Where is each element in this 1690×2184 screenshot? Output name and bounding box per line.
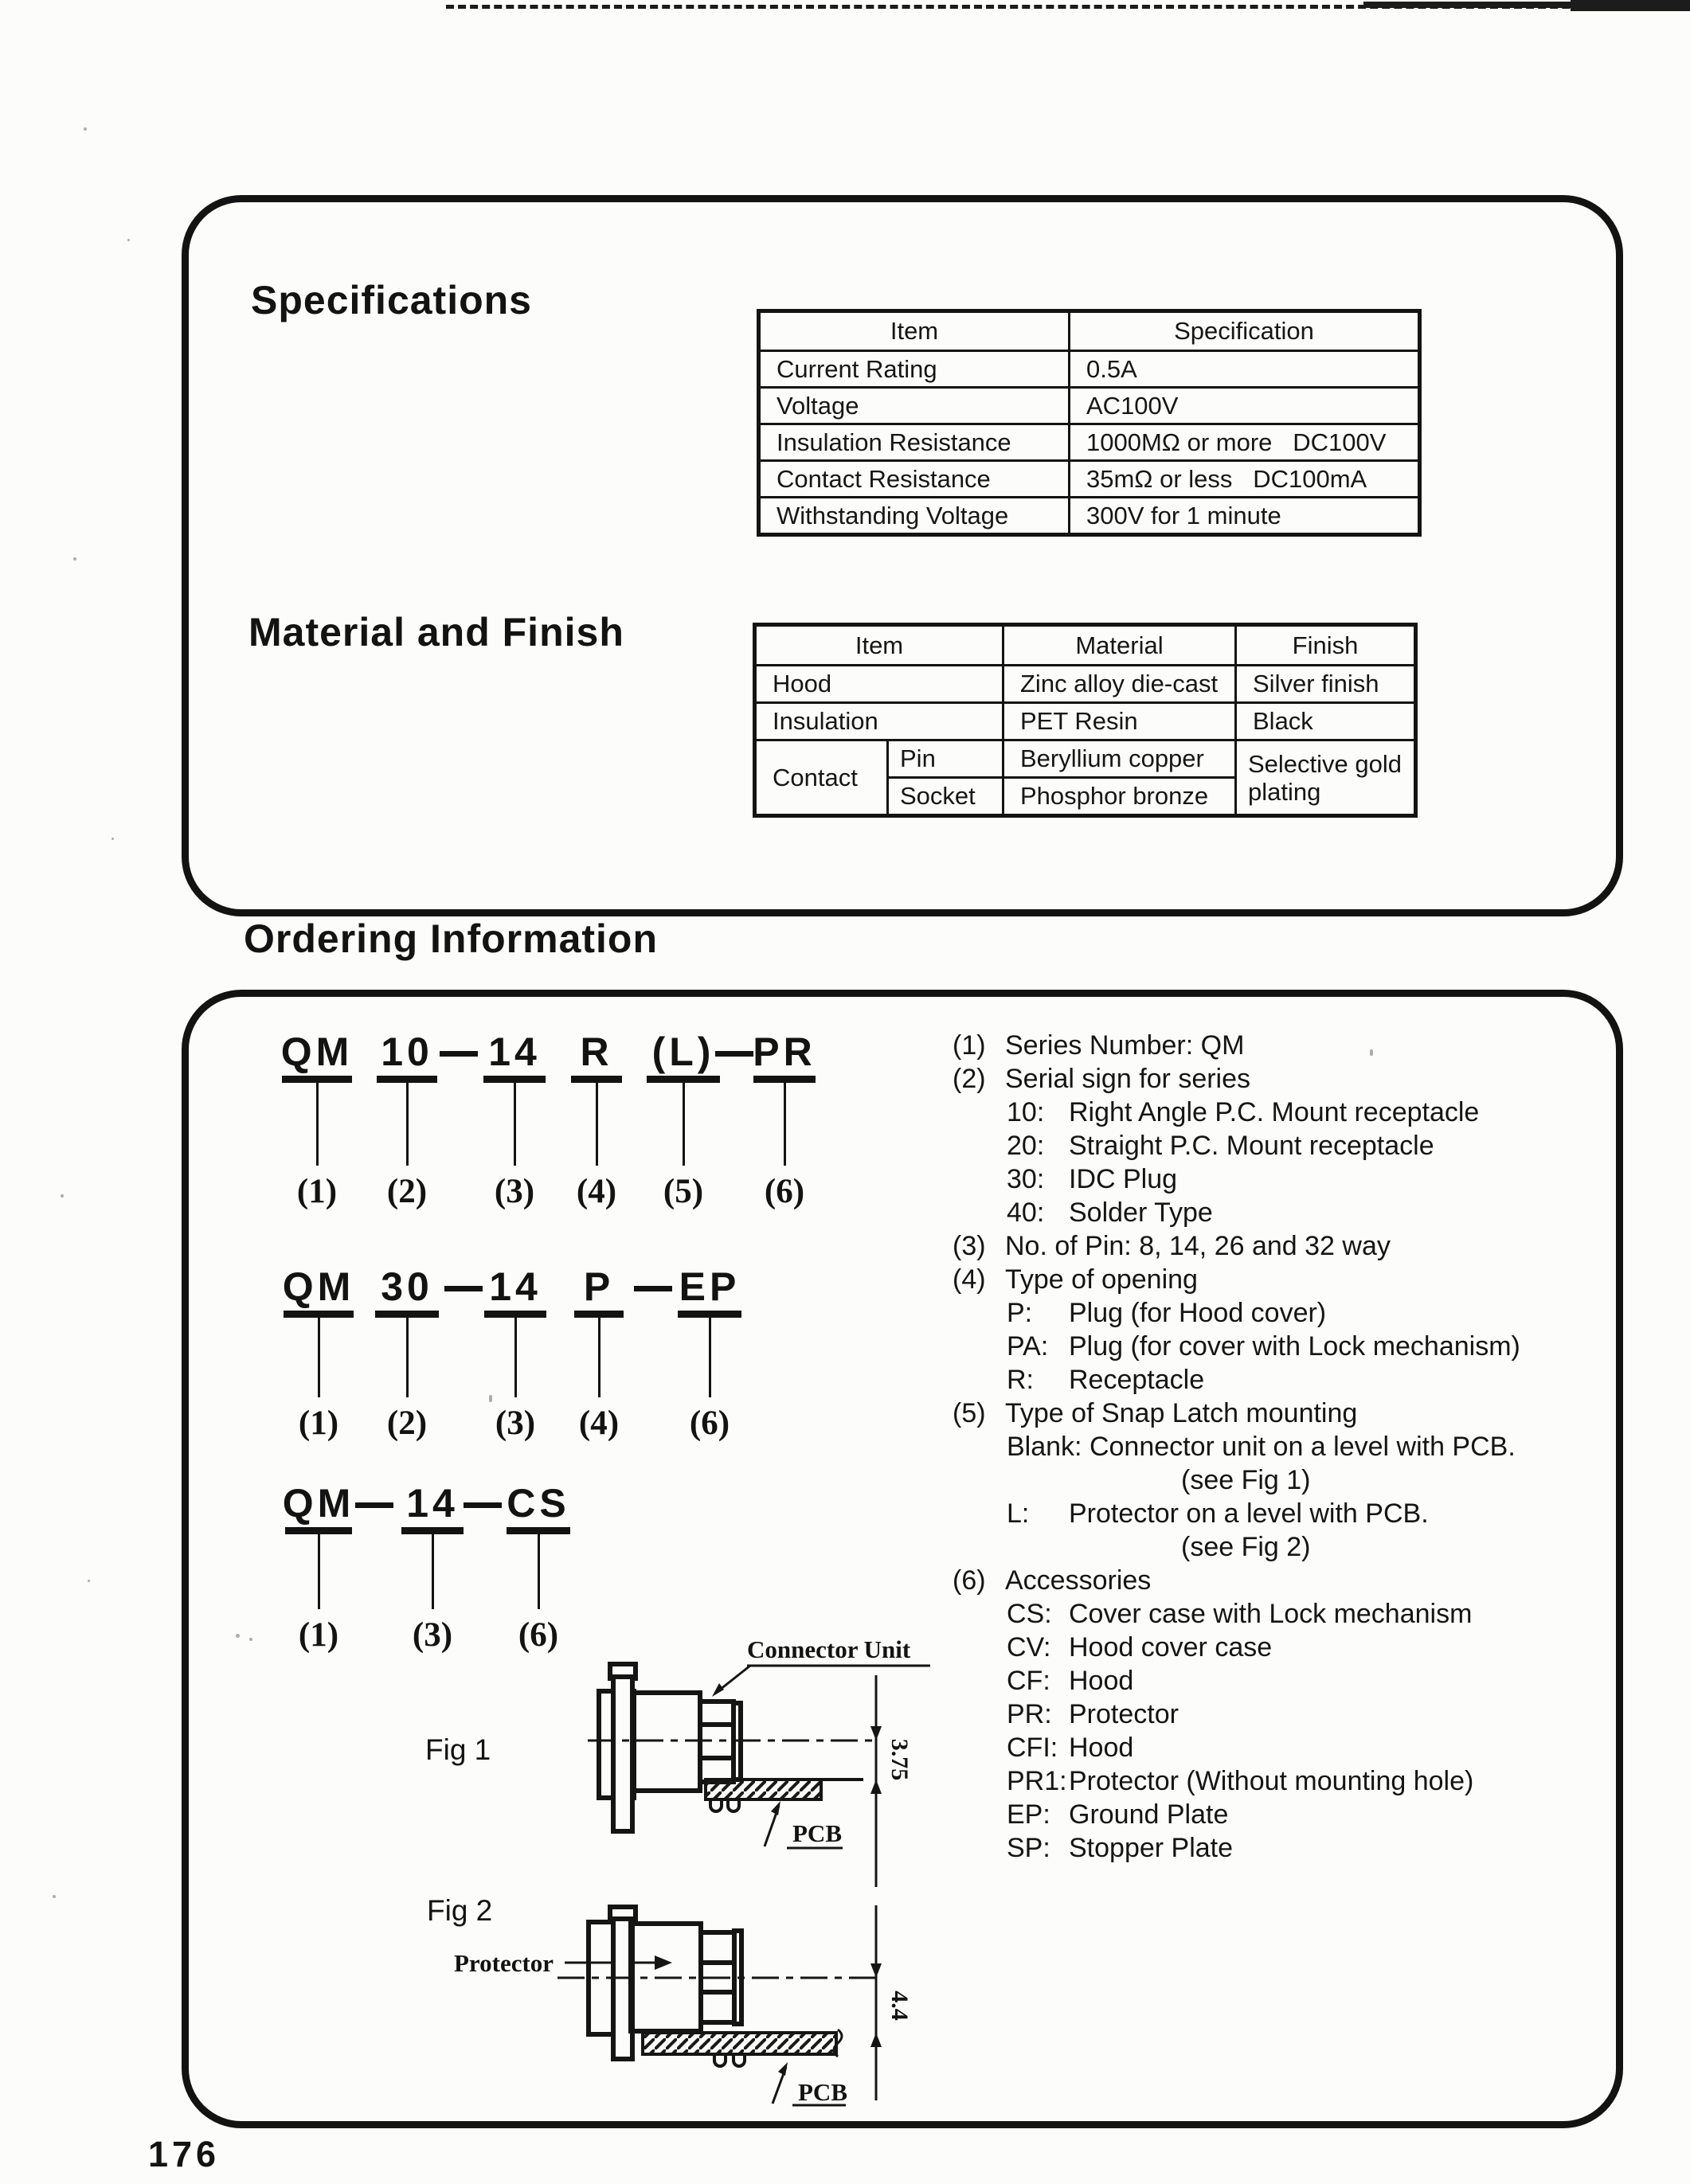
note-index: (4)	[953, 1264, 986, 1295]
note-text: Ground Plate	[1069, 1799, 1229, 1830]
spec-value: 35mΩ or less DC100mA	[1070, 461, 1420, 498]
scan-speck	[111, 838, 114, 840]
spec-item: Current Rating	[759, 351, 1070, 388]
note-code: CS:	[1007, 1599, 1052, 1629]
mf-item-contact: Contact	[755, 740, 888, 816]
protector-label: Protector	[454, 1949, 554, 1977]
part-index: (1)	[298, 1405, 339, 1442]
pcb-callout	[765, 1801, 843, 1848]
pcb-label: PCB	[798, 2078, 847, 2106]
scan-speck	[53, 1895, 56, 1898]
part-index: (4)	[576, 1173, 617, 1210]
part-drop-line	[683, 1083, 685, 1166]
note-text: Hood	[1069, 1666, 1134, 1696]
scan-speck	[61, 1194, 64, 1197]
mf-material: Phosphor bronze	[1003, 778, 1236, 816]
part-drop-line	[406, 1318, 409, 1397]
part-index: (3)	[495, 1405, 536, 1442]
part-code: EP	[679, 1264, 741, 1309]
note-index: (1)	[953, 1030, 986, 1061]
note-text: Protector on a level with PCB.	[1069, 1498, 1429, 1529]
part-underline	[401, 1527, 464, 1534]
note-text: Type of Snap Latch mounting	[1005, 1398, 1358, 1428]
col-header-item: Item	[759, 311, 1070, 351]
mf-material: PET Resin	[1003, 703, 1236, 740]
part-index: (1)	[298, 1616, 339, 1654]
note-text: Accessories	[1005, 1565, 1152, 1596]
note-line	[953, 1263, 1614, 1296]
note-text: Plug (for Hood cover)	[1069, 1298, 1327, 1328]
part-code: 14	[488, 1029, 541, 1074]
note-line	[953, 1530, 1614, 1564]
note-line	[953, 1196, 1614, 1229]
connector-pins	[710, 1799, 739, 1811]
note-line	[953, 1731, 1614, 1764]
fig1-dimension: 3.75	[886, 1738, 913, 1781]
note-text: No. of Pin: 8, 14, 26 and 32 way	[1005, 1231, 1391, 1261]
part-index: (3)	[412, 1616, 453, 1654]
mf-material: Beryllium copper	[1003, 740, 1236, 778]
part-drop-line	[318, 1534, 320, 1609]
part-drop-line	[406, 1083, 409, 1166]
part-index: (2)	[386, 1173, 428, 1210]
note-line	[953, 1597, 1614, 1631]
note-text: Cover case with Lock mechanism	[1069, 1599, 1473, 1629]
part-code: P	[583, 1264, 615, 1309]
scan-speck	[84, 127, 87, 131]
part-code: PR	[753, 1029, 816, 1074]
note-index: (2)	[953, 1064, 986, 1094]
note-line	[953, 1631, 1614, 1664]
part-code: R	[580, 1029, 613, 1074]
dimension-4-4	[870, 1905, 913, 2100]
table-row	[759, 388, 1420, 424]
note-text: (see Fig 1)	[1181, 1465, 1311, 1495]
dimension-3-75	[870, 1675, 913, 1887]
part-code: QM	[282, 1264, 355, 1309]
part-index: (3)	[494, 1173, 535, 1210]
spec-item: Withstanding Voltage	[759, 498, 1070, 535]
table-row	[755, 703, 1416, 740]
note-text: Series Number: QM	[1005, 1030, 1245, 1061]
note-text: Solder Type	[1069, 1197, 1213, 1228]
scan-top-solid-line-2	[1363, 2, 1571, 8]
pcb-hatched-bar	[706, 1780, 821, 1799]
note-text: Hood cover case	[1069, 1632, 1273, 1662]
mf-finish: Silver finish	[1236, 666, 1416, 703]
pcb-callout	[773, 2062, 847, 2106]
note-line	[953, 1397, 1614, 1430]
spec-value: AC100V	[1070, 388, 1420, 424]
connector-unit-callout	[712, 1635, 930, 1697]
note-line	[953, 1129, 1614, 1162]
mf-finish: Black	[1236, 703, 1416, 740]
part-drop-line	[538, 1534, 540, 1609]
note-line	[953, 1029, 1614, 1062]
connector-pins	[714, 2054, 745, 2066]
table-row	[759, 424, 1420, 461]
note-text: Type of opening	[1005, 1264, 1198, 1295]
table-header-row	[759, 311, 1420, 351]
note-line	[953, 1463, 1614, 1497]
part-underline	[377, 1076, 437, 1083]
specifications-heading: Specifications	[251, 278, 532, 322]
note-text: IDC Plug	[1069, 1164, 1178, 1194]
part-underline	[574, 1311, 624, 1318]
part-drop-line	[514, 1083, 516, 1166]
fig1-label: Fig 1	[425, 1733, 491, 1766]
part-segment	[721, 1030, 848, 1211]
figure-2	[398, 1871, 940, 2110]
part-underline	[507, 1527, 570, 1534]
mf-subitem-pin: Pin	[888, 740, 1003, 778]
note-code: PA:	[1007, 1331, 1049, 1362]
spec-value: 1000MΩ or more DC100V	[1070, 424, 1420, 461]
part-underline	[678, 1311, 741, 1318]
material-finish-table	[753, 623, 1418, 818]
note-code: PR:	[1007, 1699, 1052, 1729]
fig2-dimension: 4.4	[886, 1991, 913, 2021]
note-line	[953, 1096, 1614, 1129]
spec-value: 0.5A	[1070, 351, 1420, 388]
mf-item: Insulation	[755, 703, 1003, 740]
note-line	[953, 1698, 1614, 1731]
part-drop-line	[316, 1083, 319, 1166]
note-code: CV:	[1007, 1632, 1051, 1662]
part-drop-line	[598, 1318, 600, 1397]
note-line	[953, 1764, 1614, 1798]
part-code: CS	[507, 1481, 570, 1526]
note-code: 30:	[1007, 1164, 1045, 1194]
spec-value: 300V for 1 minute	[1070, 498, 1420, 535]
material-finish-heading: Material and Finish	[248, 610, 624, 654]
part-underline	[282, 1076, 352, 1083]
spec-item: Insulation Resistance	[759, 424, 1070, 461]
part-drop-line	[432, 1534, 434, 1609]
ordering-heading: Ordering Information	[244, 916, 658, 961]
note-code: L:	[1007, 1498, 1030, 1529]
part-underline	[571, 1076, 622, 1083]
part-underline	[285, 1527, 352, 1534]
part-drop-line	[318, 1318, 320, 1397]
note-code: 20:	[1007, 1131, 1045, 1161]
note-code: 40:	[1007, 1197, 1045, 1228]
part-code: QM	[280, 1029, 354, 1074]
note-line	[953, 1664, 1614, 1698]
scan-speck	[73, 557, 76, 561]
note-text: Serial sign for series	[1005, 1064, 1251, 1094]
specifications-table	[757, 309, 1422, 537]
spec-item: Contact Resistance	[759, 461, 1070, 498]
note-line	[953, 1497, 1614, 1530]
note-line	[953, 1296, 1614, 1330]
part-index: (2)	[386, 1405, 428, 1442]
figure-1	[398, 1624, 940, 1899]
note-code: R:	[1007, 1365, 1034, 1395]
ordering-notes	[953, 1029, 1614, 1865]
note-line	[953, 1564, 1614, 1597]
note-text: Hood	[1069, 1733, 1134, 1763]
scan-speck	[88, 1580, 90, 1582]
mf-item: Hood	[755, 666, 1003, 703]
part-drop-line	[784, 1083, 786, 1166]
table-header-row	[755, 625, 1416, 666]
spec-item: Voltage	[759, 388, 1070, 424]
note-text: Protector	[1069, 1699, 1179, 1729]
part-drop-line	[709, 1318, 711, 1397]
part-code: 30	[381, 1264, 433, 1309]
scan-speck	[127, 239, 130, 241]
col-header-material: Material	[1003, 625, 1236, 666]
table-row	[759, 461, 1420, 498]
mf-material: Zinc alloy die-cast	[1003, 666, 1236, 703]
note-text: Stopper Plate	[1069, 1833, 1234, 1863]
note-code: CF:	[1007, 1666, 1050, 1696]
note-text: Protector (Without mounting hole)	[1069, 1766, 1474, 1796]
mf-subitem-socket: Socket	[888, 778, 1003, 816]
note-line	[953, 1430, 1614, 1463]
part-underline	[647, 1076, 720, 1083]
note-code: SP:	[1007, 1833, 1050, 1863]
col-header-item: Item	[755, 625, 1003, 666]
note-code: 10:	[1007, 1097, 1045, 1127]
part-code: QM	[282, 1481, 355, 1526]
part-index: (4)	[578, 1405, 620, 1442]
note-index: (6)	[953, 1565, 986, 1596]
table-row	[759, 498, 1420, 535]
part-index: (5)	[663, 1173, 704, 1210]
pcb-hatched-bar	[643, 2033, 836, 2054]
fig2-label: Fig 2	[427, 1894, 493, 1927]
part-index: (1)	[296, 1173, 338, 1210]
note-code: CFI:	[1007, 1733, 1058, 1763]
table-row	[755, 740, 1416, 778]
col-header-finish: Finish	[1236, 625, 1416, 666]
part-drop-line	[514, 1318, 517, 1397]
col-header-specification: Specification	[1070, 311, 1420, 351]
mf-finish: Selective gold plating	[1236, 740, 1416, 816]
note-line	[953, 1798, 1614, 1831]
note-text: Plug (for cover with Lock mechanism)	[1069, 1331, 1520, 1362]
note-line	[953, 1831, 1614, 1865]
connector-unit-label: Connector Unit	[747, 1635, 911, 1663]
note-text: Receptacle	[1069, 1365, 1205, 1395]
note-line	[953, 1229, 1614, 1263]
part-code: 10	[381, 1029, 433, 1074]
note-code: Blank:	[1007, 1432, 1082, 1462]
note-text: Connector unit on a level with PCB.	[1089, 1432, 1516, 1462]
part-index: (6)	[764, 1173, 805, 1210]
part-index: (6)	[689, 1405, 730, 1442]
part-underline	[753, 1076, 816, 1083]
note-line	[953, 1363, 1614, 1397]
part-underline	[375, 1311, 439, 1318]
part-drop-line	[596, 1083, 598, 1166]
note-text: (see Fig 2)	[1181, 1532, 1311, 1562]
note-code: P:	[1007, 1298, 1033, 1328]
pcb-label: PCB	[792, 1819, 842, 1847]
note-code: EP:	[1007, 1799, 1050, 1830]
table-row	[755, 666, 1416, 703]
note-line	[953, 1330, 1614, 1363]
note-text: Straight P.C. Mount receptacle	[1069, 1131, 1434, 1161]
note-index: (3)	[953, 1231, 986, 1261]
part-segment	[535, 1265, 663, 1443]
protector-callout	[454, 1949, 672, 1977]
page-number: 176	[148, 2134, 221, 2174]
part-code: 14	[406, 1481, 459, 1526]
note-line	[953, 1062, 1614, 1096]
part-index: (6)	[518, 1616, 559, 1654]
table-row	[759, 351, 1420, 388]
note-index: (5)	[953, 1398, 986, 1428]
part-code: 14	[489, 1264, 542, 1309]
note-line	[953, 1162, 1614, 1196]
part-code: (L)	[651, 1029, 715, 1074]
note-code: PR1:	[1007, 1766, 1067, 1796]
note-text: Right Angle P.C. Mount receptacle	[1069, 1097, 1480, 1127]
part-segment	[646, 1265, 773, 1443]
scan-top-solid-line	[1571, 0, 1690, 11]
